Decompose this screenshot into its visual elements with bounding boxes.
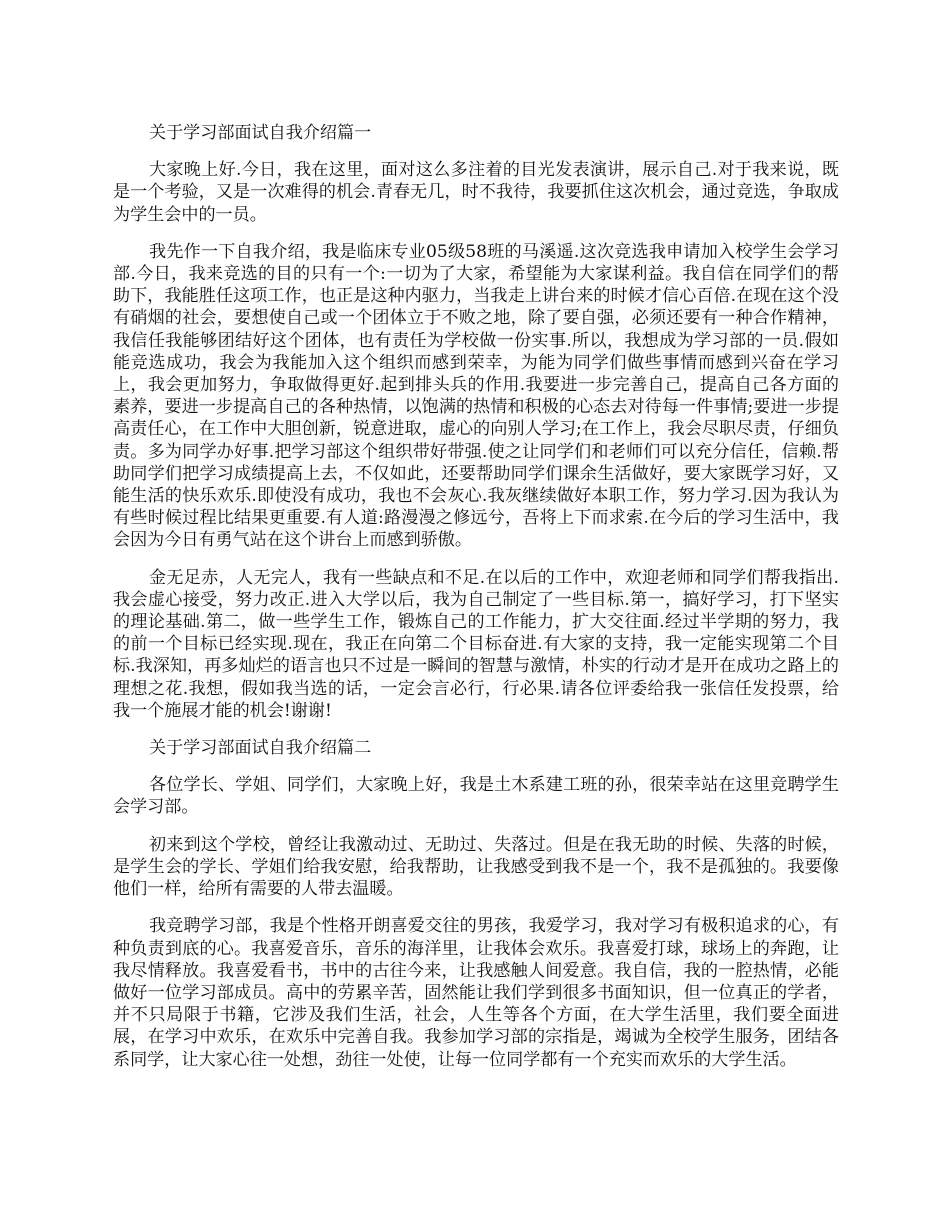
paragraph: 金无足赤，人无完人，我有一些缺点和不足.在以后的工作中，欢迎老师和同学们帮我指出.我会虚心接受，努力改正.进入大学以后，我为自己制定了一些目标.第一，搞好学习，打下坚实的理论基础.第二，做一些学生工作，锻炼自己的工作能力，扩大交往面.经过半学期的努力，我的前一个目标已经实现.现在，我正在向第二个目标奋进.有大家的支持，我一定能实现第二个目标.我深知，再多灿烂的语言也只不过是一瞬间的智慧与激情，朴实的行动才是开在成功之路上的理想之花.我想，假如我当选的话，一定会言必行，行必果.请各位评委给我一张信任发投票，给我一个施展才能的机会!谢谢! bbox=[113, 567, 839, 721]
section-heading-2: 关于学习部面试自我介绍篇二 bbox=[149, 738, 372, 759]
section-heading-1: 关于学习部面试自我介绍篇一 bbox=[149, 123, 372, 143]
paragraph: 各位学长、学姐、同学们，大家晚上好，我是土木系建工班的孙，很荣幸站在这里竞聘学生会学习部。 bbox=[113, 775, 839, 818]
document-page bbox=[113, 122, 839, 1086]
paragraph: 我先作一下自我介绍，我是临床专业05级58班的马溪遥.这次竞选我申请加入校学生会学习部.今日，我来竞选的目的只有一个:一切为了大家，希望能为大家谋利益。我自信在同学们的帮助下，我能胜任这项工作，也正是这种内驱力，当我走上讲台来的时候才信心百倍.在现在这个没有硝烟的社会，要想使自己或一个团体立于不败之地，除了要自强，必须还要有一种合作精神，我信任我能够团结好这个团体，也有责任为学校做一份实事.所以，我想成为学习部的一员.假如能竞选成功，我会为我能加入这个组织而感到荣幸，为能为同学们做些事情而感到兴奋在学习上，我会更加努力，争取做得更好.起到排头兵的作用.我要进一步完善自己，提高自己各方面的素养，要进一步提高自己的各种热情，以饱满的热情和积极的心态去对待每一件事情;要进一步提高责任心，在工作中大胆创新，锐意进取，虚心的向别人学习;在工作上，我会尽职尽责，仔细负责。多为同学办好事.把学习部这个组织带好带强.使之让同学们和老师们可以充分信任，信赖.帮助同学们把学习成绩提高上去，不仅如此，还要帮助同学们课余生活做好，要大家既学习好，又能生活的快乐欢乐.即使没有成功，我也不会灰心.我灰继续做好本职工作，努力学习.因为我认为有些时候过程比结果更重要.有人道:路漫漫之修远兮，吾将上下而求索.在今后的学习生活中，我会因为今日有勇气站在这个讲台上而感到骄傲。 bbox=[113, 241, 839, 551]
paragraph: 大家晚上好.今日，我在这里，面对这么多注着的目光发表演讲，展示自己.对于我来说，既是一个考验，又是一次难得的机会.青春无几，时不我待，我要抓住这次机会，通过竞选，争取成为学生会中的一员。 bbox=[113, 160, 839, 225]
paragraph: 初来到这个学校，曾经让我激动过、无助过、失落过。但是在我无助的时候、失落的时候，是学生会的学长、学姐们给我安慰，给我帮助，让我感受到我不是一个，我不是孤独的。我要像他们一样，给所有需要的人带去温暖。 bbox=[113, 834, 839, 900]
paragraph: 我竞聘学习部，我是个性格开朗喜爱交往的男孩，我爱学习，我对学习有极积追求的心，有种负责到底的心。我喜爱音乐，音乐的海洋里，让我体会欢乐。我喜爱打球，球场上的奔跑，让我尽情释放。我喜爱看书，书中的古往今来，让我感触人间爱意。我自信，我的一腔热情，必能做好一位学习部成员。高中的劳累辛苦，固然能让我们学到很多书面知识，但一位真正的学者，并不只局限于书籍，它涉及我们生活，社会，人生等各个方面，在大学生活里，我们要全面进展，在学习中欢乐，在欢乐中完善自我。我参加学习部的宗指是，竭诚为全校学生服务，团结各系同学，让大家心往一处想，劲往一处使，让每一位同学都有一个充实而欢乐的大学生活。 bbox=[113, 916, 839, 1070]
